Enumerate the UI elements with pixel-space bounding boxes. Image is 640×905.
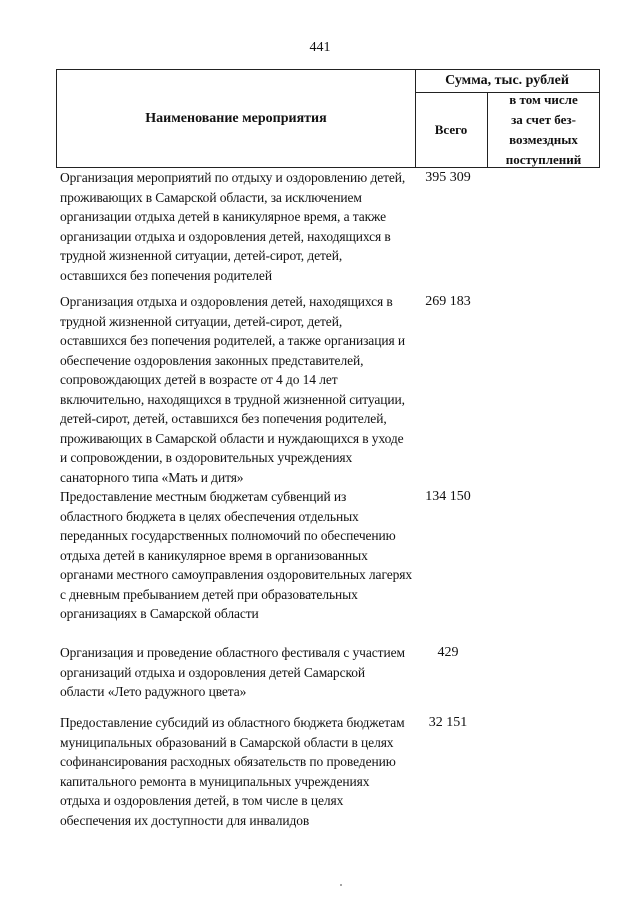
row-total: 395 309 — [425, 170, 471, 185]
page-number: 441 — [309, 40, 331, 55]
row-total: 134 150 — [425, 489, 471, 504]
table-row — [60, 487, 600, 629]
row-total: 269 183 — [425, 294, 471, 309]
row-description: Предоставление субсидий из областного бюджета бюджетам муниципальных образований в Самарской области в целях софинансирования расходных обязательств по проведению капитального ремонта в муниципальных учреждениях отдыха и оздоровления детей, в том числе в целях обеспечения их доступности для инвалидов — [60, 715, 405, 828]
row-description: Организация мероприятий по отдыху и оздоровлению детей, проживающих в Самарской области, за исключением организации отдыха детей в каникулярное время, а также организации отдыха и оздоровления детей, находящихся в трудной жизненной ситуации, детей-сирот, детей, оставшихся без попечения родителей — [60, 170, 406, 283]
table-body — [60, 168, 600, 853]
row-description: Организация отдыха и оздоровления детей, находящихся в трудной жизненной ситуации, детей-сирот, детей, оставшихся без попечения родителей, а также организация и обеспечение оздоровления законных представителей, сопровождающих детей в возрасте от 4 до 14 лет включительно, находящихся в трудной жизненной ситуации, детей-сирот, детей, оставшихся без попечения родителей, проживающих в Самарской области и нуждающихся в уходе и сопровождении, в оздоровительных учреждениях санаторного типа «Мать и дитя» — [60, 294, 405, 485]
sum-column-header: Сумма, тыс. рублей — [445, 73, 569, 88]
table-row — [60, 713, 600, 853]
row-description: Предоставление местным бюджетам субвенций из областного бюджета в целях обеспечения отдельных переданных государственных полномочий по обеспечению отдыха детей в каникулярное время в организованных органами местного самоуправления оздоровительных лагерях с дневным пребыванием детей при образовательных организациях в Самарской области — [60, 489, 413, 621]
table-row — [60, 292, 600, 487]
scan-speck — [340, 884, 342, 886]
table-header — [56, 69, 600, 168]
total-column-header: Всего — [434, 121, 468, 137]
name-column-header: Наименование мероприятия — [145, 110, 327, 126]
row-total: 32 151 — [428, 715, 468, 730]
row-total: 429 — [437, 645, 459, 660]
free-receipts-column-header: в том числе за счет без- возмездных поступлений — [505, 92, 582, 167]
table-row — [60, 643, 600, 701]
row-description: Организация и проведение областного фестиваля с участием организаций отдыха и оздоровления детей Самарской области «Лето радужного цвета» — [60, 645, 405, 699]
table-row — [60, 168, 600, 292]
